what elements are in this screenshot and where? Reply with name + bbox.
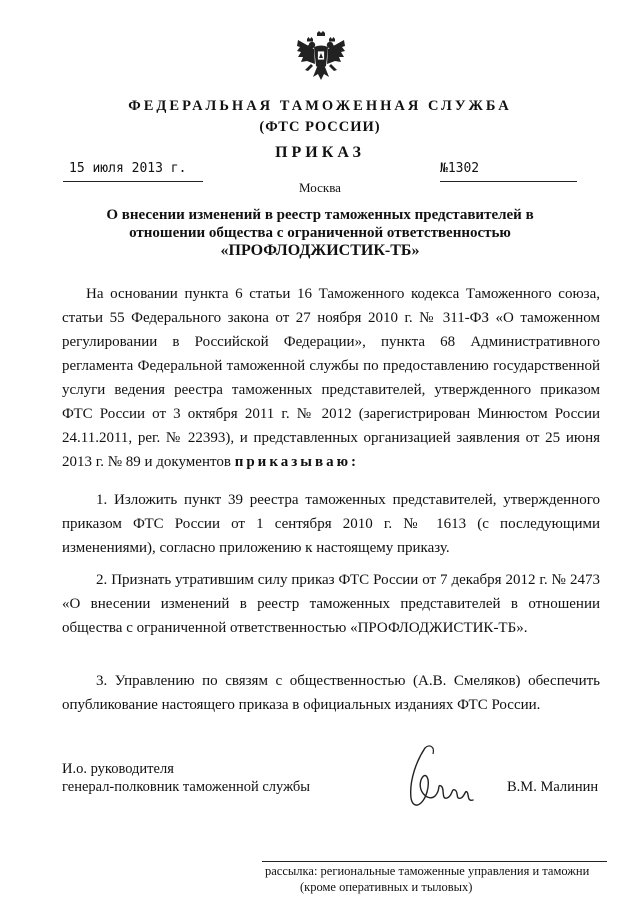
document-title	[60, 206, 580, 260]
order-number: №1302	[440, 161, 480, 176]
order-keyword: приказываю:	[234, 454, 360, 470]
order-item-2: 2. Признать утратившим силу приказ ФТС России от 7 декабря 2012 г. № 2473 «О внесении изменений в реестр таможенных представителей в отношении общества с ограниченной ответственностью «ПРОФЛОДЖИСТИК-ТБ».	[62, 572, 600, 636]
distribution-divider	[262, 861, 607, 862]
order-item-3: 3. Управлению по связям с общественностью (А.В. Смеляков) обеспечить опубликование настоящего приказа в официальных изданиях ФТС России.	[62, 673, 600, 713]
title-line-1: О внесении изменений в реестр таможенных представителей в	[106, 207, 534, 223]
distribution-line-1: рассылка: региональные таможенные управления и таможни	[265, 864, 590, 878]
city-label: Москва	[299, 180, 341, 195]
number-field	[440, 161, 577, 182]
organization-abbreviation: (ФТС РОССИИ)	[259, 119, 381, 135]
signatory-position-line-2: генерал-полковник таможенной службы	[62, 779, 311, 795]
signatory-name: В.М. Малинин	[507, 779, 599, 795]
signatory-position-line-1: И.о. руководителя	[62, 761, 174, 777]
order-item-1: 1. Изложить пункт 39 реестра таможенных представителей, утвержденного приказом ФТС России от 1 сентября 2010 г. № 1613 (с последующими изменениями), согласно приложению к настоящему приказу.	[62, 492, 600, 556]
date-field	[63, 161, 203, 182]
document-type-heading: ПРИКАЗ	[275, 144, 365, 161]
preamble-paragraph	[62, 282, 600, 474]
order-date: 15 июля 2013 г.	[69, 161, 187, 176]
double-headed-eagle-emblem-icon	[293, 30, 349, 86]
title-line-2: отношении общества с ограниченной ответственностью	[129, 225, 511, 241]
preamble-text: На основании пункта 6 статьи 16 Таможенного кодекса Таможенного союза, статьи 55 Федерального закона от 27 ноября 2010 г. № 311-ФЗ «О таможенном регулировании в Российской Федерации», пункта 68 Административного регламента Федеральной таможенной службы по предоставлению государственной услуги ведения реестра таможенных представителей, утвержденного приказом ФТС России от 3 октября 2011 г. № 2012 (зарегистрирован Минюстом России 24.11.2011, рег. № 22393), и представленных организацией заявления от 25 июня 2013 г. № 89 и документов	[62, 286, 600, 470]
distribution-line-2: (кроме оперативных и тыловых)	[300, 880, 473, 894]
handwritten-signature-icon	[395, 740, 485, 820]
organization-name: ФЕДЕРАЛЬНАЯ ТАМОЖЕННАЯ СЛУЖБА	[128, 98, 512, 114]
title-company-name: «ПРОФЛОДЖИСТИК-ТБ»	[220, 242, 420, 259]
